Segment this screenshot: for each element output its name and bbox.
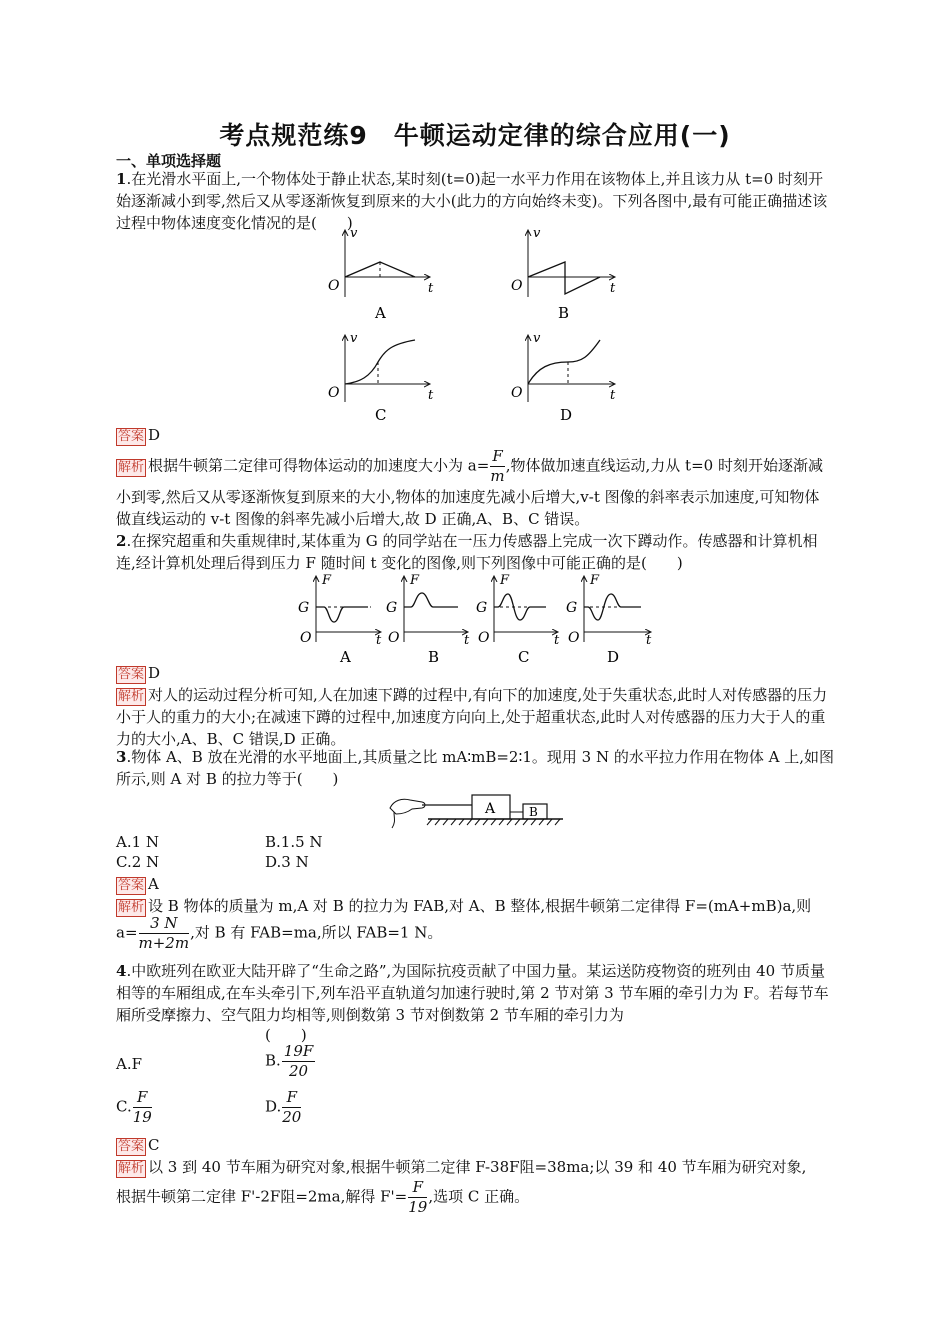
analysis-text: 设 B 物体的质量为 m,A 对 B 的拉力为 FAB,对 A、B 整体,根据牛顿第二定律得 F=(mA+mB)a,则 — [148, 897, 812, 915]
axis-g-label: G — [386, 600, 398, 616]
q1-answer — [116, 424, 834, 446]
origin-label: O — [511, 278, 523, 294]
option-d — [265, 1088, 302, 1127]
origin-label: O — [478, 630, 490, 646]
axis-f-label: F — [590, 573, 600, 588]
axis-t-label: t — [428, 388, 434, 403]
graph-label-d: D — [560, 406, 573, 424]
axis-t-label: t — [554, 633, 560, 648]
ground-hatch — [427, 819, 560, 825]
q4-answer — [116, 1134, 834, 1156]
analysis-text: ,对 B 有 FAB=ma,所以 FAB=1 N。 — [190, 923, 443, 942]
axis-v-label: v — [533, 331, 541, 346]
question-number: 3 — [116, 748, 127, 766]
origin-label: O — [328, 385, 340, 401]
graph-label-d: D — [607, 648, 620, 666]
hand-icon — [390, 799, 425, 828]
fraction-denominator: 20 — [282, 1108, 302, 1126]
answer-tag: 答案 — [118, 1139, 145, 1154]
fraction-numerator: 3 N — [139, 914, 190, 934]
axis-v-label: v — [350, 226, 358, 241]
fraction-denominator: 19 — [408, 1198, 428, 1216]
question-text: .在光滑水平面上,一个物体处于静止状态,某时刻(t=0)起一水平力作用在该物体上,并且该力从 t=0 时刻开始逐渐减小到零,然后又从零逐渐恢复到原来的大小(此力的方向始终未变)。下列各图中,最有可能正确描述该过程中物体速度变化情况的是( ) — [116, 170, 828, 232]
axis-g-label: G — [476, 600, 488, 616]
question-3 — [116, 746, 834, 790]
graph-label-c: C — [375, 406, 387, 424]
answer-tag: 答案 — [118, 667, 145, 682]
q1-vt-graphs — [320, 222, 630, 432]
axis-t-label: t — [428, 281, 434, 296]
axis-t-label: t — [610, 388, 616, 403]
graph-b — [386, 573, 470, 666]
fraction-numerator: F — [408, 1178, 427, 1198]
analysis-text: a= — [116, 923, 138, 942]
answer-value: D — [148, 426, 161, 444]
axis-t-label: t — [646, 633, 652, 648]
q4-analysis-line2 — [116, 1178, 834, 1217]
origin-label: O — [568, 630, 580, 646]
fraction-numerator: F — [282, 1088, 301, 1108]
analysis-text: 对人的运动过程分析可知,人在加速下蹲的过程中,有向下的加速度,处于失重状态,此时人对传感器的压力小于人的重力的大小;在减速下蹲的过程中,加速度方向向上,处于超重状态,此时人对传感器的压力大于人的重力的大小,A、B、C 错误,D 正确。 — [116, 686, 828, 748]
origin-label: O — [511, 385, 523, 401]
q3-answer — [116, 873, 834, 895]
section-heading: 一、单项选择题 — [116, 152, 222, 170]
fraction — [490, 447, 504, 486]
axis-g-label: G — [298, 600, 310, 616]
analysis-tag: 解析 — [118, 689, 145, 704]
question-number: 2 — [116, 532, 127, 550]
answer-value: D — [148, 664, 161, 682]
graph-label-a: A — [375, 304, 386, 322]
axis-f-label: F — [500, 573, 510, 588]
graph-b — [511, 226, 616, 322]
fraction — [133, 1088, 152, 1127]
axis-t-label: t — [464, 633, 470, 648]
analysis-text: 根据牛顿第二定律可得物体运动的加速度大小为 a= — [148, 456, 490, 475]
q2-ft-graphs — [296, 570, 666, 670]
graph-label-b: B — [428, 648, 440, 666]
graph-label-b: B — [558, 304, 570, 322]
q4-analysis — [116, 1156, 834, 1178]
q3-analysis-line2 — [116, 914, 834, 953]
option-a: A.1 N — [116, 833, 160, 851]
question-4 — [116, 960, 834, 1026]
fraction-denominator: 19 — [132, 1108, 152, 1126]
option-a: A.F — [116, 1055, 143, 1073]
question-text: .中欧班列在欧亚大陆开辟了“生命之路”,为国际抗疫贡献了中国力量。某运送防疫物资的班列由 40 节质量相等的车厢组成,在车头牵引下,列车沿平直轨道匀加速行驶时,第 2 节对第 3 节车厢的牵引力为 F。若每节车厢所受摩擦力、空气阻力均相等,则倒数第 3 节对倒数第 2 节车厢的牵引力为 — [116, 962, 829, 1024]
fraction-denominator: 20 — [289, 1062, 309, 1080]
axis-f-label: F — [410, 573, 420, 588]
q1-analysis — [116, 447, 834, 530]
graph-d — [566, 573, 652, 666]
analysis-text: 以 3 到 40 节车厢为研究对象,根据牛顿第二定律 F-38F阻=38ma;以 39 和 40 节车厢为研究对象, — [148, 1158, 807, 1176]
fraction-numerator: F — [133, 1088, 152, 1108]
analysis-tag: 解析 — [118, 459, 145, 475]
answer-tag: 答案 — [118, 429, 145, 444]
analysis-text: ,物体做加速直线运动,力从 t=0 时刻开始逐渐减小到零,然后又从零逐渐恢复到原来的大小,物体的加速度先减小后增大,v-t 图像的斜率表示加速度,可知物体做直线运动的 v-t 图像的斜率先减小后增大,故 D 正确,A、B、C 错误。 — [116, 456, 823, 528]
analysis-tag: 解析 — [118, 900, 145, 915]
fraction — [408, 1178, 427, 1217]
fraction-numerator: 19F — [283, 1042, 314, 1060]
fraction-numerator: F — [492, 447, 503, 465]
fraction-denominator: m — [490, 467, 505, 485]
question-text: .物体 A、B 放在光滑的水平地面上,其质量之比 mA∶mB=2∶1。现用 3 N 的水平拉力作用在物体 A 上,如图所示,则 A 对 B 的拉力等于( ) — [116, 748, 835, 788]
graph-a — [298, 573, 382, 666]
answer-tag: 答案 — [118, 878, 145, 893]
origin-label: O — [328, 278, 340, 294]
analysis-text: ,选项 C 正确。 — [428, 1187, 530, 1206]
option-c — [116, 1088, 153, 1127]
question-number: 1 — [116, 170, 127, 188]
axis-t-label: t — [610, 281, 616, 296]
block-b-label: B — [529, 805, 538, 819]
axis-f-label: F — [322, 573, 332, 588]
axis-v-label: v — [533, 226, 541, 241]
axis-g-label: G — [566, 600, 578, 616]
answer-value: C — [148, 1136, 160, 1154]
option-b: B.1.5 N — [265, 833, 323, 851]
option-label: D. — [265, 1097, 282, 1116]
q2-answer — [116, 662, 834, 684]
answer-value: A — [148, 875, 159, 893]
analysis-text: 根据牛顿第二定律 F'-2F阻=2ma,解得 F'= — [116, 1187, 408, 1206]
q3-blocks-figure — [388, 788, 568, 832]
answer-bracket: ( ) — [265, 1026, 307, 1044]
question-number: 4 — [116, 962, 127, 980]
block-a-label: A — [485, 801, 496, 817]
fraction — [139, 914, 190, 953]
option-label: C. — [116, 1097, 132, 1116]
graph-label-c: C — [518, 648, 530, 666]
fraction — [282, 1042, 316, 1081]
graph-label-a: A — [340, 648, 351, 666]
option-c: C.2 N — [116, 853, 160, 871]
graph-c — [476, 573, 560, 666]
origin-label: O — [300, 630, 312, 646]
analysis-tag: 解析 — [118, 1161, 145, 1176]
option-b — [265, 1042, 316, 1081]
option-label: B. — [265, 1051, 281, 1070]
question-2 — [116, 530, 834, 574]
graph-a — [328, 226, 434, 322]
fraction — [282, 1088, 301, 1127]
graph-d — [511, 331, 616, 424]
axis-t-label: t — [376, 633, 382, 648]
axis-v-label: v — [350, 331, 358, 346]
origin-label: O — [388, 630, 400, 646]
question-text: .在探究超重和失重规律时,某体重为 G 的同学站在一压力传感器上完成一次下蹲动作。传感器和计算机相连,经计算机处理后得到压力 F 随时间 t 变化的图像,则下列图像中可能正确的是( ) — [116, 532, 818, 572]
fraction-denominator: m+2m — [138, 934, 190, 952]
option-d: D.3 N — [265, 853, 309, 871]
page-title: 考点规范练9 牛顿运动定律的综合应用(一) — [219, 121, 731, 150]
q2-analysis — [116, 684, 834, 750]
graph-c — [328, 331, 434, 424]
